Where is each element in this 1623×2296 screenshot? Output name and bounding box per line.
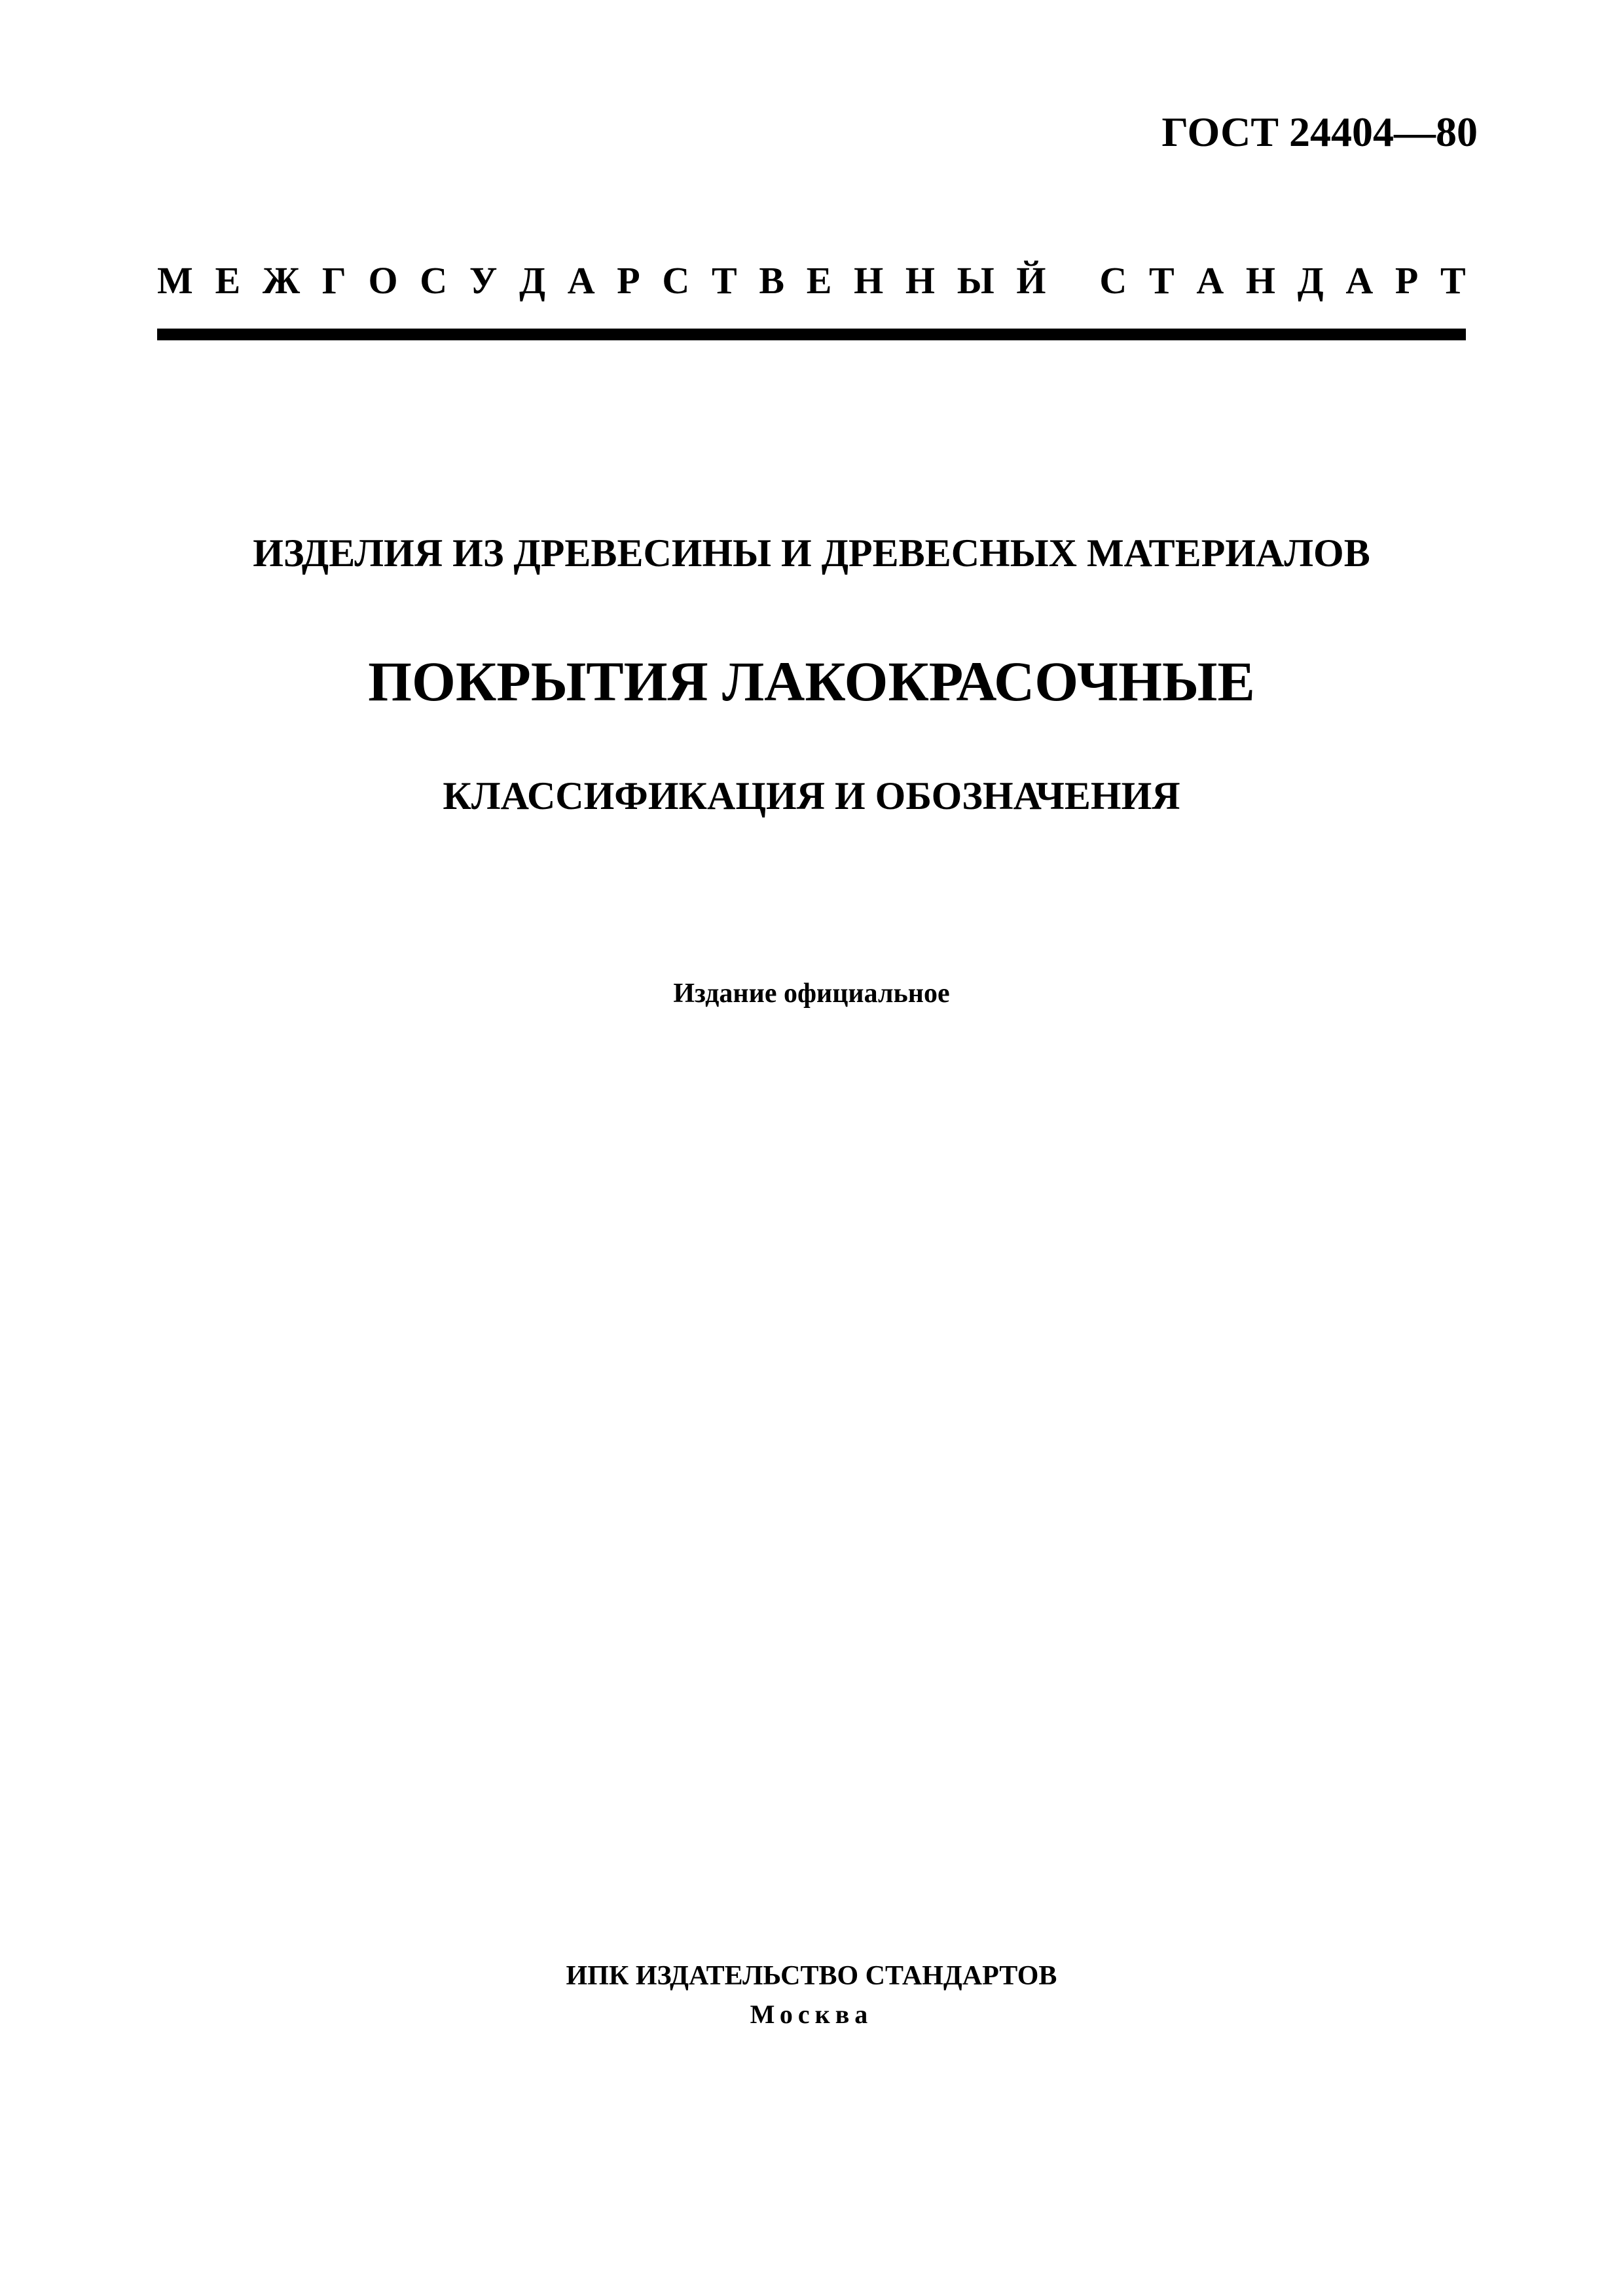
interstate-letter: А (567, 259, 595, 302)
publisher-name: ИПК ИЗДАТЕЛЬСТВО СТАНДАРТОВ (566, 1961, 1057, 1991)
interstate-letter: С (662, 259, 690, 302)
interstate-letter: Н (905, 259, 936, 302)
interstate-letter: Т (1440, 259, 1466, 302)
interstate-letter: Р (1395, 259, 1419, 302)
subject-title: ИЗДЕЛИЯ ИЗ ДРЕВЕСИНЫ И ДРЕВЕСНЫХ МАТЕРИАЛОВ (253, 531, 1370, 575)
interstate-letter (1068, 262, 1078, 300)
interstate-letter: Ж (262, 259, 301, 302)
sub-title: КЛАССИФИКАЦИЯ И ОБОЗНАЧЕНИЯ (443, 774, 1180, 817)
edition-note: Издание официальное (673, 978, 950, 1009)
interstate-letter: Д (519, 259, 546, 302)
interstate-letter: Т (711, 259, 737, 302)
publisher-city: Москва (750, 2000, 873, 2029)
interstate-letter: Г (321, 259, 346, 302)
interstate-letter: В (759, 259, 785, 302)
interstate-letter: Ы (957, 259, 994, 302)
interstate-letter: Д (1297, 259, 1324, 302)
interstate-standard-heading (157, 259, 1466, 302)
interstate-letter: М (157, 259, 193, 302)
heading-rule (157, 329, 1466, 340)
interstate-letter: С (420, 259, 448, 302)
main-title: ПОКРЫТИЯ ЛАКОКРАСОЧНЫЕ (368, 650, 1255, 713)
interstate-letter: Е (215, 259, 241, 302)
interstate-letter: Р (617, 259, 640, 302)
gost-number: ГОСТ 24404—80 (1161, 109, 1478, 155)
interstate-letter: Н (1245, 259, 1276, 302)
interstate-letter: У (469, 259, 498, 302)
interstate-letter: А (1345, 259, 1374, 302)
interstate-letter: А (1196, 259, 1224, 302)
interstate-letter: Т (1148, 259, 1175, 302)
interstate-letter: Е (806, 259, 832, 302)
interstate-letter: Й (1016, 259, 1046, 302)
interstate-letter: О (368, 259, 398, 302)
interstate-letter: Н (854, 259, 884, 302)
interstate-letter: С (1099, 259, 1127, 302)
